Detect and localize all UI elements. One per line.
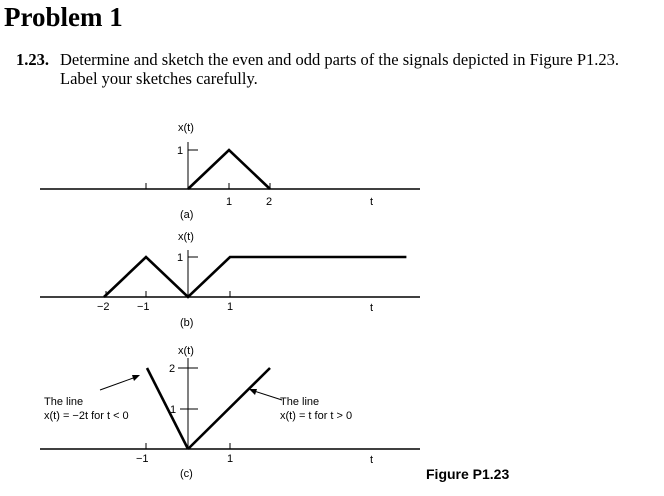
- panel-c-annotation-left-arrow: [100, 377, 136, 390]
- problem-number: 1.23.: [16, 50, 49, 69]
- panel-b: [40, 231, 420, 329]
- problem-text-line-2: Label your sketches carefully.: [60, 69, 258, 88]
- panel-c-annotation-left-line2: x(t) = −2t for t < 0: [44, 410, 129, 422]
- panel-c-y-tick-label-1: 1: [170, 404, 177, 416]
- panel-b-y-tick-label-1: 1: [177, 252, 184, 264]
- panel-b-x-tick-label-1: 1: [227, 301, 234, 313]
- panel-a-axis-var: t: [370, 196, 374, 208]
- panel-c-annotation-right-arrow: [254, 391, 282, 400]
- panel-b-x-tick-label-neg2: −2: [97, 301, 110, 313]
- panel-c-annotation-right-line1: The line: [280, 396, 320, 408]
- panel-a-func-label: x(t): [178, 122, 194, 134]
- panel-a: [40, 122, 420, 221]
- panel-c-x-tick-label-1: 1: [227, 453, 234, 465]
- problem-text-line-1: Determine and sketch the even and odd parts of the signals depicted in Figure P1.23.: [60, 50, 620, 69]
- panel-b-sublabel: (b): [180, 317, 194, 329]
- panel-a-y-tick-label-1: 1: [177, 145, 184, 157]
- page-title: Problem 1: [4, 2, 123, 32]
- panel-c-annotation-left-arrowhead: [132, 375, 140, 381]
- figure-caption: Figure P1.23: [426, 466, 510, 482]
- panel-c-annotation-right-arrowhead: [249, 389, 257, 395]
- panel-a-x-tick-label-2: 2: [266, 196, 273, 208]
- panel-c-sublabel: (c): [180, 468, 193, 480]
- panel-c-y-tick-label-2: 2: [169, 363, 176, 375]
- panel-c: [40, 345, 420, 480]
- panel-c-func-label: x(t): [178, 345, 194, 357]
- panel-a-x-tick-label-1: 1: [226, 196, 233, 208]
- panel-b-func-label: x(t): [178, 231, 194, 243]
- panel-c-signal-right: [188, 368, 270, 449]
- panel-b-signal: [104, 257, 406, 297]
- panel-c-axis-var: t: [370, 454, 374, 466]
- panel-b-axis-var: t: [370, 302, 374, 314]
- panel-c-annotation-left-line1: The line: [44, 396, 84, 408]
- panel-c-x-tick-label-neg1: −1: [136, 453, 149, 465]
- panel-c-annotation-right-line2: x(t) = t for t > 0: [280, 410, 353, 422]
- panel-a-sublabel: (a): [180, 209, 194, 221]
- panel-b-x-tick-label-neg1: −1: [137, 301, 150, 313]
